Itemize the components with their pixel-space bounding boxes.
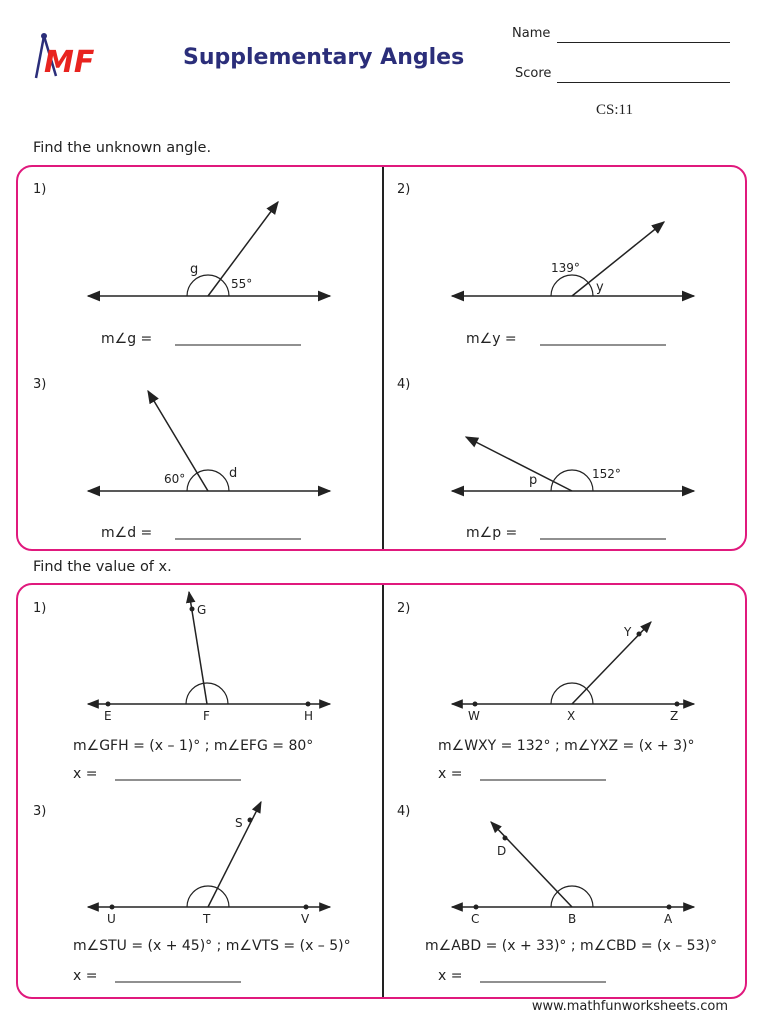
s2-p2-label-w: W <box>468 709 480 723</box>
name-label: Name <box>512 26 551 41</box>
s1-p3-number: 3) <box>33 377 47 392</box>
s2-p3-point-s <box>248 818 253 823</box>
s2-p1-point-h <box>306 702 311 707</box>
s1-p2-answer-label: m∠y = <box>466 331 517 347</box>
s2-p4-point-a <box>667 905 672 910</box>
s2-p1-label-h: H <box>304 709 314 723</box>
s2-p2-label-x: X <box>567 709 576 723</box>
s2-p1-label-e: E <box>104 709 112 723</box>
s2-p1-label-g: G <box>197 603 207 617</box>
s2-p4-label-d: D <box>497 844 507 858</box>
s1-p3-answer-label: m∠d = <box>101 525 153 541</box>
s2-p4-ray <box>491 822 572 907</box>
s2-p3-point-v <box>304 905 309 910</box>
s2-p2-arc <box>551 683 593 704</box>
s2-p4-answer-label: x = <box>438 968 463 984</box>
s2-p2-number: 2) <box>397 601 411 616</box>
s1-p1-answer-label: m∠g = <box>101 331 153 347</box>
s2-p1-point-e <box>106 702 111 707</box>
s2-p4-label-a: A <box>664 912 673 926</box>
s2-p4-label-b: B <box>568 912 577 926</box>
worksheet-code: CS:11 <box>596 102 633 118</box>
s2-p1-equation: m∠GFH = (x – 1)° ; m∠EFG = 80° <box>73 738 314 754</box>
page-title: Supplementary Angles <box>183 45 465 70</box>
s2-p2-label-z: Z <box>670 709 679 723</box>
s2-p2-label-y: Y <box>624 625 632 639</box>
s1-p4-unknown: p <box>529 473 538 488</box>
s2-p2-answer-label: x = <box>438 766 463 782</box>
s2-p4-arc <box>551 886 593 907</box>
section2-instruction: Find the value of x. <box>33 559 172 575</box>
s1-p4-number: 4) <box>397 377 411 392</box>
s2-p1-number: 1) <box>33 601 47 616</box>
s2-p4-point-d <box>503 836 508 841</box>
s2-p3-equation: m∠STU = (x + 45)° ; m∠VTS = (x – 5)° <box>73 938 351 954</box>
s2-p3-number: 3) <box>33 804 47 819</box>
s1-p4-given: 152° <box>592 467 621 481</box>
svg-text:MF: MF <box>44 45 95 80</box>
s2-p1-label-f: F <box>203 709 210 723</box>
s2-p3-label-u: U <box>107 912 116 926</box>
s2-p3-label-v: V <box>301 912 310 926</box>
score-label: Score <box>515 66 552 81</box>
s1-p4-answer-label: m∠p = <box>466 525 518 541</box>
s2-p3-arc <box>187 886 229 907</box>
s1-p3-given: 60° <box>164 472 186 486</box>
s2-p3-answer-label: x = <box>73 968 98 984</box>
section1-instruction: Find the unknown angle. <box>33 140 212 156</box>
footer-website[interactable]: www.mathfunworksheets.com <box>531 999 728 1014</box>
s1-p2-given: 139° <box>551 261 580 275</box>
s2-p3-point-u <box>110 905 115 910</box>
s2-p2-point-y <box>637 632 642 637</box>
s2-p2-point-z <box>675 702 680 707</box>
s2-p3-label-s: S <box>235 816 243 830</box>
s2-p4-label-c: C <box>471 912 480 926</box>
s1-p1-number: 1) <box>33 182 47 197</box>
s2-p4-equation: m∠ABD = (x + 33)° ; m∠CBD = (x – 53)° <box>425 938 717 954</box>
s1-p1-unknown: g <box>190 262 199 277</box>
s2-p2-equation: m∠WXY = 132° ; m∠YXZ = (x + 3)° <box>438 738 695 754</box>
s1-p3-unknown: d <box>229 466 238 481</box>
s1-p2-number: 2) <box>397 182 411 197</box>
s2-p4-number: 4) <box>397 804 411 819</box>
s2-p3-label-t: T <box>203 912 211 926</box>
s1-p2-unknown: y <box>596 280 604 295</box>
s2-p1-point-g <box>190 607 195 612</box>
s1-p1-given: 55° <box>231 277 253 291</box>
s2-p1-answer-label: x = <box>73 766 98 782</box>
s2-p2-point-w <box>473 702 478 707</box>
s2-p4-point-c <box>474 905 479 910</box>
